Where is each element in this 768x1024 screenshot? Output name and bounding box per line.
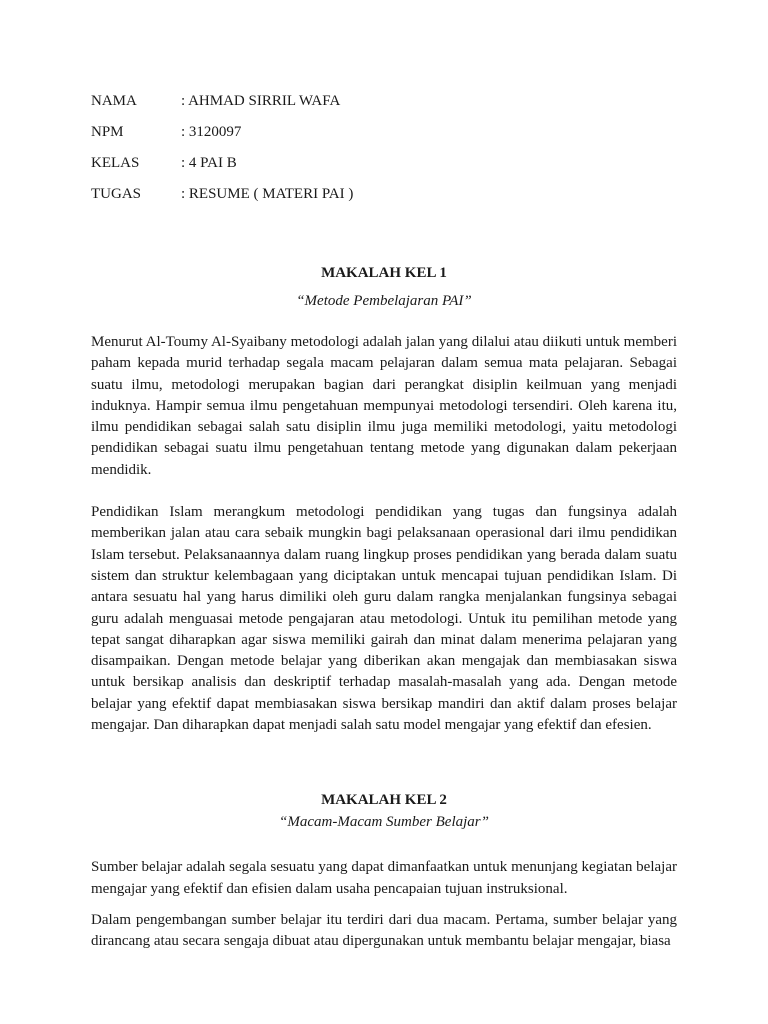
section-2-title: MAKALAH KEL 2 (321, 792, 447, 809)
section-1-subtitle: “Metode Pembelajaran PAI” (296, 293, 472, 309)
section-1-paragraph-1: Menurut Al-Toumy Al-Syaibany metodologi adalah jalan yang dilalui atau diikuti untuk memberi paham kepada murid terhadap segala macam pelajaran dalam semua mata pelajaran. Sebagai suatu ilmu, metodologi merupakan bagian dari perangkat disiplin keilmuan yang menjadi induknya. Hampir semua ilmu pengetahuan mempunyai metodologi tersendiri. Oleh karena itu, ilmu pendidikan sebagai salah satu disiplin ilmu juga memiliki metodologi, yaitu metodologi pendidikan sebagai suatu ilmu pengetahuan tentang metode yang digunakan dalam pekerjaan mendidik. (91, 334, 677, 478)
info-label: NAMA (91, 93, 137, 109)
info-value: : AHMAD SIRRIL WAFA (181, 93, 341, 109)
info-row-kelas (91, 152, 353, 183)
section-2-subtitle: “Macam-Macam Sumber Belajar” (279, 814, 489, 831)
info-label: TUGAS (91, 186, 142, 202)
info-row-nama (91, 90, 353, 121)
info-row-npm (91, 121, 353, 152)
student-info-table (91, 90, 353, 214)
section-1-paragraph-2: Pendidikan Islam merangkum metodologi pendidikan yang tugas dan fungsinya adalah memberikan jalan atau cara sebaik mungkin bagi pelaksanaan operasional dari ilmu pendidikan Islam tersebut. Pelaksanaannya dalam ruang lingkup proses pendidikan yang berada dalam suatu sistem dan struktur kelembagaan yang diciptakan untuk mencapai tujuan pendidikan Islam. Di antara sesuatu hal yang harus dimiliki oleh guru dalam rangka menjalankan fungsinya sebagai guru adalah menguasai metode pengajaran atau metodologi. Untuk itu pemilihan metode yang tepat sangat diharapkan agar siswa memiliki gairah dan minat dalam menerima pelajaran yang disampaikan. Dengan metode belajar yang diberikan akan mengajak dan membiasakan siswa untuk bersikap analisis dan deskriptif terhadap masalah-masalah yang ada. Dengan metode belajar yang efektif dapat membiasakan siswa bersikap mandiri dan aktif dalam proses belajar mengajar. Dan diharapkan dapat menjadi salah satu model mengajar yang efektif dan efesien. (91, 504, 677, 734)
section-1-title: MAKALAH KEL 1 (321, 265, 447, 281)
info-value: : 3120097 (181, 124, 242, 140)
info-label: KELAS (91, 155, 140, 171)
section-2-paragraph-1: Sumber belajar adalah segala sesuatu yang dapat dimanfaatkan untuk menunjang kegiatan belajar mengajar yang efektif dan efisien dalam usaha pencapaian tujuan instruksional. (91, 859, 677, 897)
section-2-paragraph-2: Dalam pengembangan sumber belajar itu terdiri dari dua macam. Pertama, sumber belajar yang dirancang atau secara sengaja dibuat atau dipergunakan untuk membantu belajar mengajar, biasa (91, 911, 677, 950)
document-page (91, 90, 677, 953)
info-row-tugas (91, 183, 353, 214)
info-value: : RESUME ( MATERI PAI ) (181, 186, 354, 202)
info-label: NPM (91, 124, 124, 140)
info-value: : 4 PAI B (181, 155, 237, 171)
